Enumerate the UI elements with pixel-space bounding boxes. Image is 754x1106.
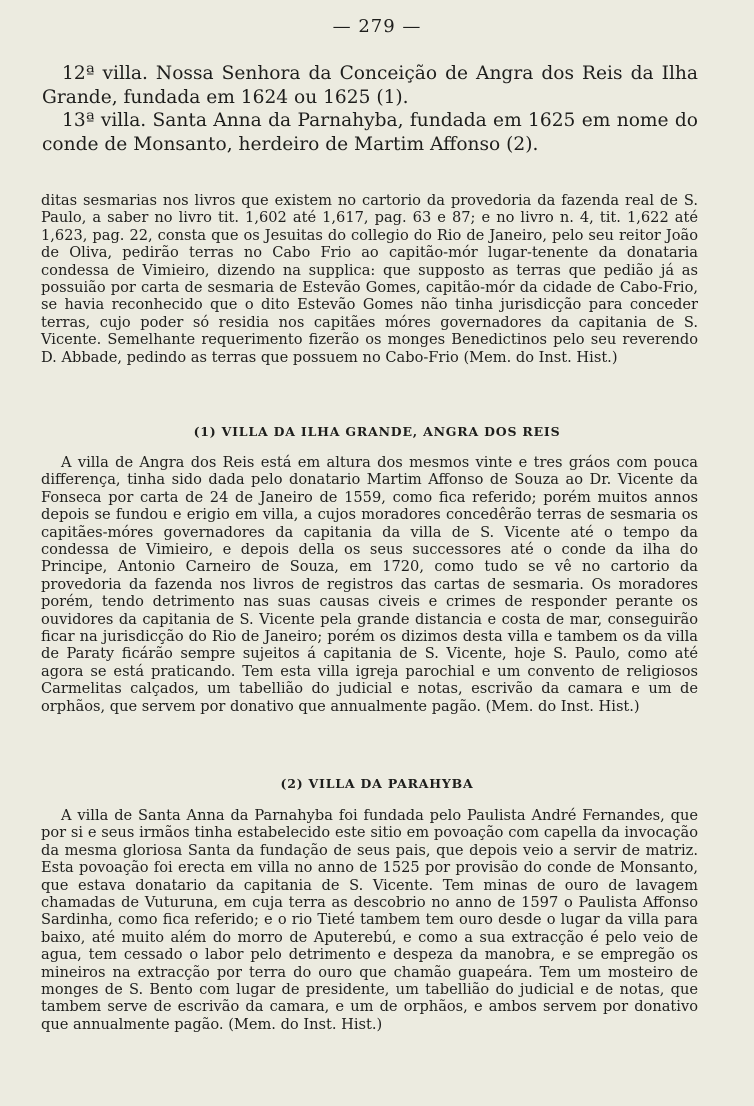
footnote-2-heading: (2) VILLA DA PARAHYBA: [280, 776, 474, 791]
footnote-1-heading: (1) VILLA DA ILHA GRANDE, ANGRA DOS REIS: [193, 424, 561, 439]
main-text: [42, 62, 698, 156]
page-number: — 279 —: [332, 16, 422, 37]
footnote-2-text: A villa de Santa Anna da Parnahyba foi fundada pelo Paulista André Fernandes, que por si e seus irmãos tinha estabelecido este sitio em povoação com capella da invocação da mesma gloriosa Santa da fundação de seus pais, que depois veio a servir de matriz. Esta povoação foi erecta em villa no anno de 1525 por provisão do conde de Monsanto, que estava donatario da capitania de S. Vicente. Tem minas de ouro de lavagem chamadas de Vuturuna, em cuja terra as descobrio no anno de 1597 o Paulista Affonso Sardinha, como fica referido; e o rio Tieté tambem tem ouro desde o lugar da villa para baixo, até muito além do morro de Aputerebú, e como a sua extracção é pelo veio de agua, tem cessado o labor pelo detrimento e despeza da manobra, e se empregão os mineiros na extracção por terra do ouro que chamão guapeára. Tem um mosteiro de monges de S. Bento com lugar de presidente, um tabellião do judicial e de notas, que tambem serve de escrivão da camara, e um de orphãos, e ambos servem por donativo que annualmente pagão. (Mem. do Inst. Hist.): [41, 807, 698, 1033]
footnote-1-text: A villa de Angra dos Reis está em altura dos mesmos vinte e tres gráos com pouca differença, tinha sido dada pelo donatario Martim Affonso de Souza ao Dr. Vicente da Fonseca por carta de 24 de Janeiro de 1559, como fica referido; porém muitos annos depois se fundou e erigio em villa, a cujos moradores concedêrão terras de sesmaria os capitães-móres governadores da capitania da villa de S. Vicente até o tempo da condessa de Vimieiro, e depois della os seus successores até o conde da ilha do Principe, Antonio Carneiro de Souza, em 1720, como tudo se vê no cartorio da provedoria da fazenda nos livros de registros das cartas de sesmaria. Os moradores porém, tendo detrimento nas suas causas civeis e crimes de responder perante os ouvidores da capitania de S. Vicente pela grande distancia e costa de mar, conseguirão ficar na jurisdicção do Rio de Janeiro; porém os dizimos desta villa e tambem os da villa de Paraty ficárão sempre sujeitos á capitania de S. Vicente, hoje S. Paulo, como até agora se está praticando. Tem esta villa igreja parochial e um convento de religiosos Carmelitas calçados, um tabellião do judicial e notas, escrivão da camara e um de orphãos, que servem por donativo que annualmente pagão. (Mem. do Inst. Hist.): [41, 454, 698, 715]
footnote-1: [41, 454, 698, 715]
entry-12-villa: 12ª villa. Nossa Senhora da Conceição de Angra dos Reis da Ilha Grande, fundada em 1624 ou 1625 (1).: [42, 63, 698, 108]
entry-13-villa: 13ª villa. Santa Anna da Parnahyba, fundada em 1625 em nome do conde de Monsanto, herdeiro de Martim Affonso (2).: [42, 110, 698, 155]
footnote-continuation: [41, 192, 698, 366]
footnote-2: [41, 807, 698, 1033]
footnote-continuation-text: ditas sesmarias nos livros que existem no cartorio da provedoria da fazenda real de S. Paulo, a saber no livro tit. 1,602 até 1,617, pag. 63 e 87; e no livro n. 4, tit. 1,622 até 1,623, pag. 22, consta que os Jesuitas do collegio do Rio de Janeiro, pelo seu reitor João de Oliva, pedirão terras no Cabo Frio ao capitão-mór lugar-tenente da donataria condessa de Vimieiro, dizendo na supplica: que supposto as terras que pedião já as possuião por carta de sesmaria de Estevão Gomes, capitão-mór da cidade de Cabo-Frio, se havia reconhecido que o dito Estevão Gomes não tinha jurisdicção para conceder terras, cujo poder só residia nos capitães móres governadores da capitania de S. Vicente. Semelhante requerimento fizerão os monges Benedictinos pelo seu reverendo D. Abbade, pedindo as terras que possuem no Cabo-Frio (Mem. do Inst. Hist.): [41, 192, 698, 366]
